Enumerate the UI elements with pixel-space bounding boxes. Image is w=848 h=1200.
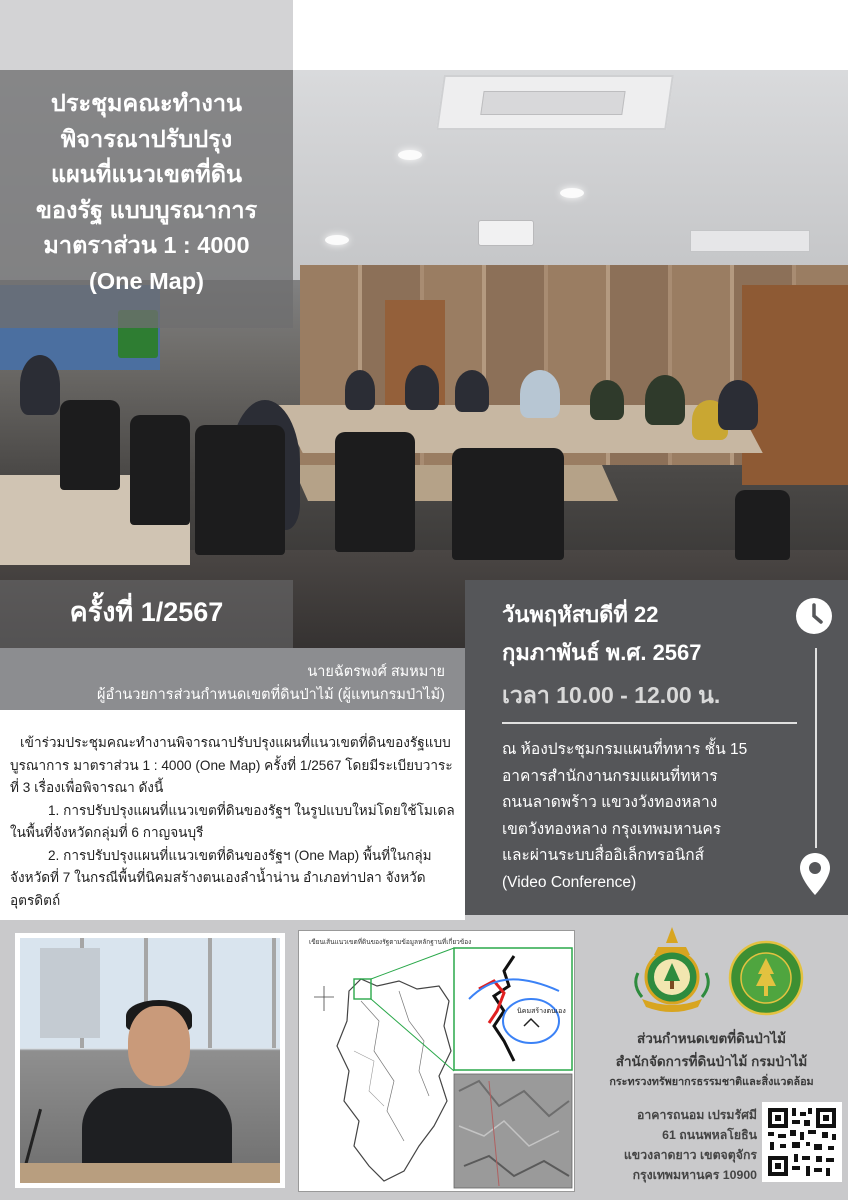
agenda-item-1: 1. การปรับปรุงแผนที่แนวเขตที่ดินของรัฐฯ ในรูปแบบใหม่โดยใช้โมเดลในพื้นที่จังหวัดกลุ่มที่ 6 กาญจนบุรี — [10, 802, 455, 840]
title-panel — [0, 70, 293, 328]
boundary-map — [299, 931, 576, 1193]
top-strip — [0, 0, 293, 70]
agenda-block — [0, 710, 465, 920]
portrait-desk — [20, 1163, 280, 1183]
meeting-round: ครั้งที่ 1/2567 — [69, 597, 224, 627]
venue-line: (Video Conference) — [502, 873, 637, 891]
photo-chair — [130, 415, 190, 525]
org-ministry: กระทรวงทรัพยากรธรรมชาติและสิ่งแวดล้อม — [609, 1076, 814, 1088]
speaker-role: ผู้อำนวยการส่วนกำหนดเขตที่ดินป่าไม้ (ผู้แทนกรมป่าไม้) — [96, 687, 445, 703]
event-title — [0, 70, 293, 299]
portrait-photo — [20, 938, 280, 1183]
speaker-band — [0, 648, 465, 710]
clock-icon — [795, 597, 833, 635]
portrait-building — [40, 948, 100, 1038]
info-divider — [502, 722, 797, 724]
forest-department-emblem — [628, 925, 716, 1015]
photo-door — [742, 285, 848, 485]
photo-bag — [735, 490, 790, 560]
photo-attendee — [520, 370, 560, 418]
info-vertical-line — [815, 648, 817, 848]
photo-attendee — [718, 380, 758, 430]
photo-attendee — [590, 380, 624, 420]
venue-line: ถนนลาดพร้าว แขวงวังทองหลาง — [502, 794, 718, 811]
map-place-label: นิคมสร้างตนเอง — [517, 1008, 566, 1015]
venue-line: และผ่านระบบสื่ออิเล็กทรอนิกส์ — [502, 847, 705, 864]
agenda-intro: เข้าร่วมประชุมคณะทำงานพิจารณาปรับปรุงแผนที่แนวเขตที่ดินของรัฐแบบบูรณาการ มาตราส่วน 1 : 4000 (One Map) ครั้งที่ 1/2567 โดยมีระเบียบวาระที่ 3 เรื่องเพื่อพิจารณา ดังนี้ — [10, 735, 453, 795]
photo-air-conditioner-2 — [690, 230, 810, 252]
photo-chair — [60, 400, 120, 490]
photo-air-conditioner — [436, 75, 674, 130]
portrait-person-head — [128, 1006, 190, 1086]
date-line-2: กุมภาพันธ์ พ.ศ. 2567 — [502, 640, 702, 665]
title-line: มาตราส่วน 1 : 4000 — [43, 232, 250, 258]
photo-attendee — [405, 365, 439, 410]
map-header: เขียนเส้นแนวเขตที่ดินของรัฐตามข้อมูลหลักฐานที่เกี่ยวข้อง — [309, 939, 472, 946]
meeting-time: เวลา 10.00 - 12.00 น. — [502, 682, 721, 708]
location-pin-icon — [799, 852, 831, 896]
photo-projector — [478, 220, 534, 246]
qr-code-icon — [766, 1106, 838, 1178]
address-line: 61 ถนนพหลโยธิน — [662, 1128, 757, 1142]
address-line: แขวงลาดยาว เขตจตุจักร — [623, 1148, 757, 1162]
photo-attendee — [645, 375, 685, 425]
photo-chair — [335, 432, 415, 552]
royal-forest-department-seal — [728, 940, 804, 1016]
photo-attendee — [455, 370, 489, 412]
schedule-panel — [465, 580, 848, 915]
speaker-name: นายฉัตรพงศ์ สมหมาย — [307, 664, 445, 680]
photo-ceiling-light — [398, 150, 422, 160]
venue-line: เขตวังทองหลาง กรุงเทพมหานคร — [502, 820, 722, 838]
photo-attendee — [20, 355, 60, 415]
photo-chair — [452, 448, 564, 560]
title-line: ของรัฐ แบบบูรณาการ — [35, 196, 258, 223]
speaker-portrait — [15, 933, 285, 1188]
qr-code[interactable] — [762, 1102, 842, 1182]
photo-ceiling-light — [560, 188, 584, 198]
photo-attendee — [345, 370, 375, 410]
address-line: อาคารถนอม เปรมรัศมี — [636, 1108, 757, 1122]
venue-line: ณ ห้องประชุมกรมแผนที่ทหาร ชั้น 15 — [502, 741, 748, 758]
venue-line: อาคารสำนักงานกรมแผนที่ทหาร — [502, 767, 718, 785]
map-card — [298, 930, 575, 1192]
photo-ceiling-light — [325, 235, 349, 245]
top-white-band — [293, 0, 848, 70]
title-line: แผนที่แนวเขตที่ดิน — [50, 161, 243, 187]
org-bureau: สำนักจัดการที่ดินป่าไม้ กรมป่าไม้ — [615, 1054, 808, 1069]
date-line-1: วันพฤหัสบดีที่ 22 — [502, 602, 659, 627]
address-line: กรุงเทพมหานคร 10900 — [632, 1168, 757, 1182]
org-division: ส่วนกำหนดเขตที่ดินป่าไม้ — [636, 1031, 787, 1046]
title-line: ประชุมคณะทำงาน — [50, 90, 243, 116]
address-block — [612, 1105, 757, 1185]
title-line: พิจารณาปรับปรุง — [60, 125, 233, 152]
photo-chair — [195, 425, 285, 555]
venue-text — [502, 737, 747, 896]
agenda-item-2: 2. การปรับปรุงแผนที่แนวเขตที่ดินของรัฐฯ (One Map) พื้นที่ในกลุ่มจังหวัดที่ 7 ในกรณีพื้นที่นิคมสร้างตนเองลำน้ำน่าน อำเภอท่าปลา จังหวัดอุตรดิตถ์ — [10, 847, 432, 908]
title-line: (One Map) — [89, 267, 204, 294]
